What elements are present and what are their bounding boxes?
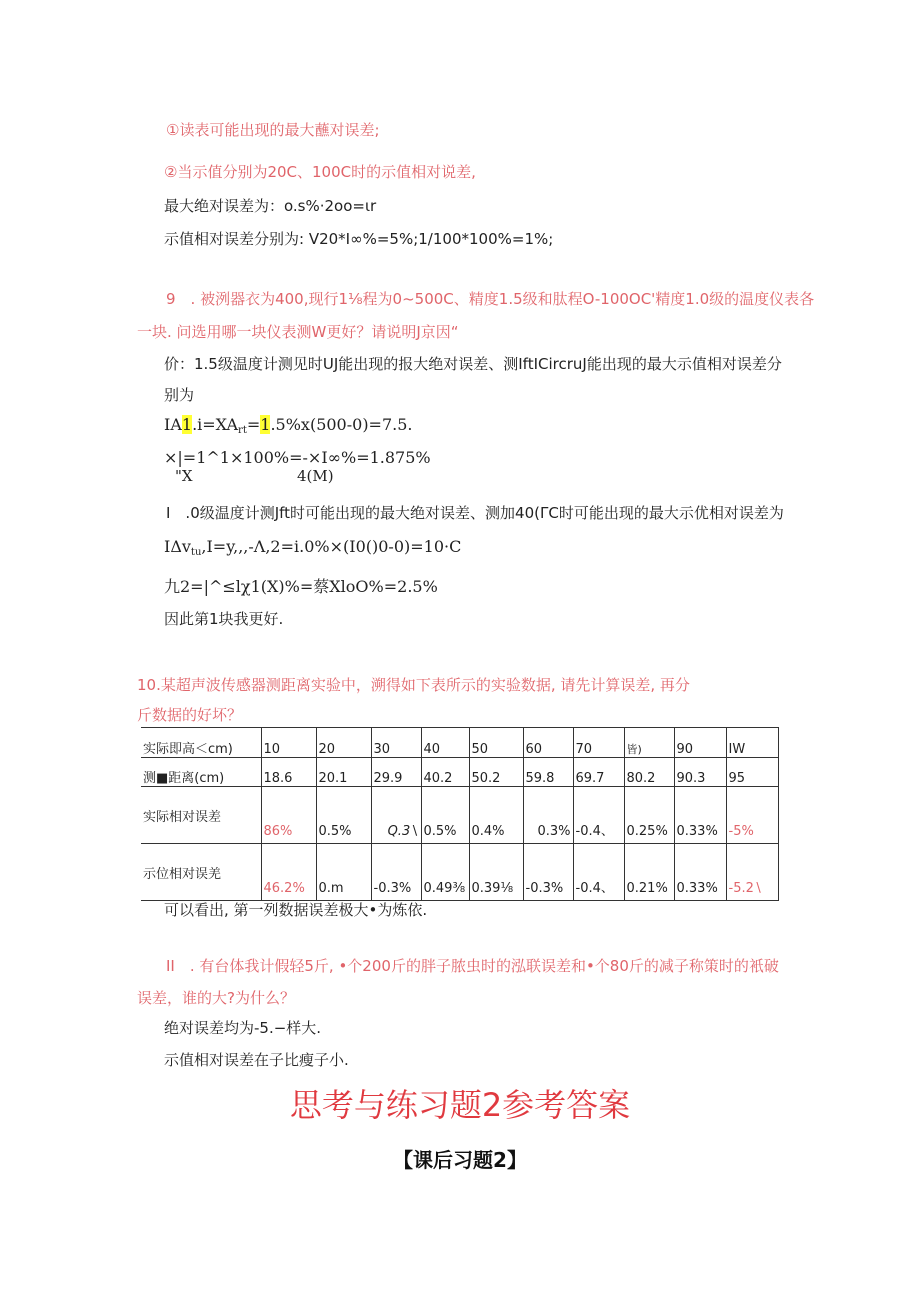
table-row: [141, 787, 778, 844]
table-cell: 0.39⅛: [469, 844, 523, 901]
table-cell: 90.3: [674, 758, 726, 787]
table-cell: 20.1: [316, 758, 371, 787]
table-cell: 0.5%: [316, 787, 371, 844]
table-cell: 20: [316, 728, 371, 758]
table-cell: 40.2: [421, 758, 469, 787]
eq1-part-a: IA: [164, 415, 182, 434]
q9-equation-3-left: "X: [175, 467, 193, 485]
table-cell: 29.9: [371, 758, 421, 787]
eq1-highlight-1: 1: [181, 415, 193, 434]
q9-equation-4: [164, 537, 461, 563]
table-cell: 50.2: [469, 758, 523, 787]
table-cell: 0.5%: [421, 787, 469, 844]
table-row: [141, 758, 778, 787]
eq4-subscript: tu: [190, 547, 202, 558]
experiment-data-table: [141, 727, 779, 901]
table-cell: -0.3%: [371, 844, 421, 901]
table-cell: -0.4、: [573, 787, 624, 844]
q9-equation-2: ×|=1^1×100%=-×I∞%=1.875%: [164, 448, 431, 467]
table-cell: -5.2∖: [726, 844, 778, 901]
table-cell: IW: [726, 728, 778, 758]
table-cell: 86%: [261, 787, 316, 844]
section-title: 思考与练习题2参考答案: [289, 1086, 631, 1124]
q9-answer2-line1: I .0级温度计测Jft时可能出现的最大绝对误差、测加40(ΓC时可能出现的最大示优相对误差为: [166, 504, 784, 522]
table-cell: 0.33%: [674, 844, 726, 901]
section-subtitle: 【课后习题2】: [393, 1148, 527, 1172]
q9-equation-3-right: 4(M): [297, 467, 334, 485]
q11-question-line2: 误差，谁的大?为什么？: [137, 989, 295, 1007]
table-cell: 46.2%: [261, 844, 316, 901]
q8-answer2: 示值相对误差分别为: V20*I∞%=5%;1/100*100%=1%;: [164, 230, 554, 248]
eq1-part-c: .i=XA: [192, 415, 239, 434]
table-cell: 0.49⅜: [421, 844, 469, 901]
table-cell: -5%: [726, 787, 778, 844]
table-cell: 18.6: [261, 758, 316, 787]
q11-answer2: 示值相对误差在子比瘦子小.: [164, 1051, 349, 1069]
table-cell: 0.4%: [469, 787, 523, 844]
table-cell: 95: [726, 758, 778, 787]
q11-question-line1: II . 有台体我计假轻5斤, •个200斤的胖子脓虫时的泓联误差和•个80斤的减子称策时的衹破: [166, 957, 779, 975]
table-cell: 0.25%: [624, 787, 674, 844]
table-cell: 0.m: [316, 844, 371, 901]
table-cell: -0.3%: [523, 844, 573, 901]
table-cell: 0.33%: [674, 787, 726, 844]
table-cell: 60: [523, 728, 573, 758]
table-cell: 40: [421, 728, 469, 758]
table-cell: 皆): [624, 728, 674, 758]
table-cell: -0.4、: [573, 844, 624, 901]
table-cell: 80.2: [624, 758, 674, 787]
table-cell: 10: [261, 728, 316, 758]
eq1-part-d: =: [246, 415, 261, 434]
table-row: [141, 728, 778, 758]
q11-answer1: 绝对误差均为-5.−样大.: [164, 1019, 322, 1037]
q10-question-line2: 斤数据的好坏？: [137, 706, 243, 724]
table-cell: 50: [469, 728, 523, 758]
q10-question-line1: 10.某超声波传感器测距离实验中，溯得如下表所示的实验数据, 请先计算误差, 再分: [137, 676, 690, 694]
q9-conclusion: 因此第1块我更好.: [164, 610, 284, 628]
row-label: 示位相对误羌: [141, 844, 261, 901]
q8-answer1: 最大绝对误差为：o.s%·2oo=ιr: [164, 197, 377, 215]
eq1-subscript: rt: [238, 425, 247, 436]
eq1-part-f: .5%x(500-0)=7.5.: [270, 415, 413, 434]
table-row: [141, 844, 778, 901]
q9-equation-1: [164, 415, 413, 441]
q9-answer-line1: 价：1.5级温度计测见时UJ能出现的报大绝对误差、测IftICircruJ能出现的最大示值相对误差分: [164, 355, 782, 373]
table-cell: 30: [371, 728, 421, 758]
eq1-highlight-2: 1: [260, 415, 271, 434]
q9-answer-line2: 别为: [164, 386, 195, 404]
row-label: 测■距离(cm): [141, 758, 261, 787]
table-cell: 70: [573, 728, 624, 758]
table-cell: 0.3%: [523, 787, 573, 844]
table-cell: 0.21%: [624, 844, 674, 901]
eq4-part-a: IΔv: [164, 537, 191, 556]
table-cell: 69.7: [573, 758, 624, 787]
table-cell: Q.3∖: [371, 787, 421, 844]
q9-equation-5: 九2=|^≤lχ1(X)%=蔡XloO%=2.5%: [164, 577, 438, 596]
table-cell: 90: [674, 728, 726, 758]
q9-question-line2: 一块. 问选用哪一块仪表测W更好？请说明J京因“: [137, 323, 459, 341]
q8-item2: ②当示值分别为20C、100C时的示值相对说差,: [164, 163, 476, 181]
table-cell: 59.8: [523, 758, 573, 787]
q9-question-line1: 9 . 被洌器衣为400,现行1⅛程为0~500C、精度1.5级和肽程O-100OC'精度1.0级的温度仪表各: [166, 290, 815, 308]
q10-conclusion: 可以看出, 第一列数据误差极大•为炼依.: [164, 901, 428, 919]
q8-item1: ①读表可能出现的最大蘸对误差;: [166, 121, 380, 139]
row-label: 实际即高＜cm): [141, 728, 261, 758]
row-label: 实际相对误差: [141, 787, 261, 844]
eq4-part-b: ,I=y,,,-Λ,2=i.0%×(I0()0-0)=10·C: [201, 537, 462, 556]
